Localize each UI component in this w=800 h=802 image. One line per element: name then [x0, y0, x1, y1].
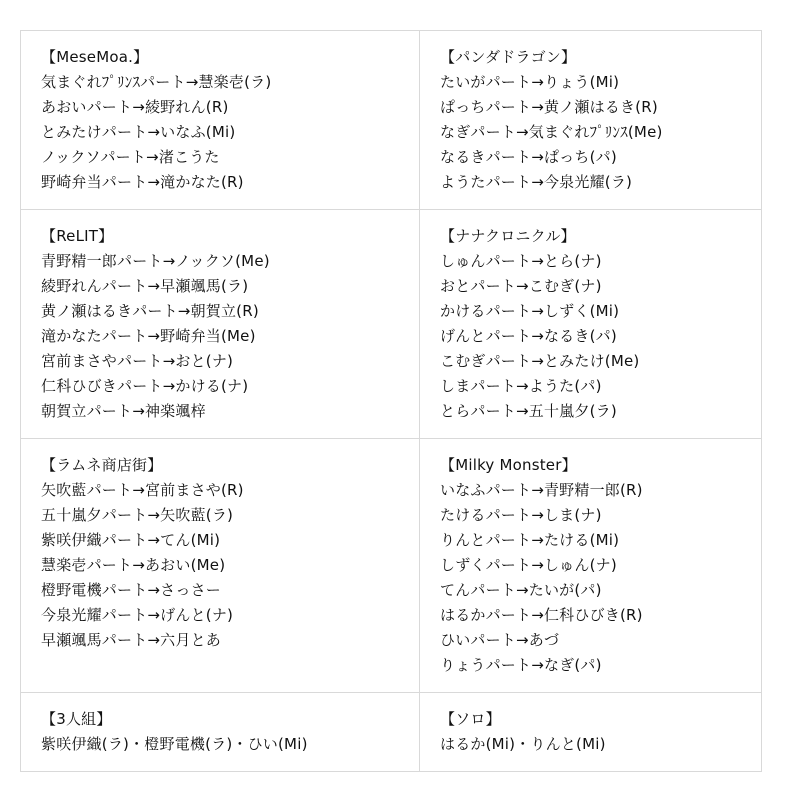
- part-assignment-line: いなふパート→青野精一郎(R): [440, 481, 643, 499]
- part-assignment-line: ようたパート→今泉光耀(ラ): [440, 173, 633, 191]
- part-assignment-line: げんとパート→なるき(パ): [440, 327, 617, 345]
- part-assignment-line: しゅんパート→とら(ナ): [440, 252, 602, 270]
- grid-row: [21, 439, 762, 693]
- part-assignment-line: たけるパート→しま(ナ): [440, 506, 602, 524]
- part-assignment-line: おとパート→こむぎ(ナ): [440, 277, 602, 295]
- group-title: 【Milky Monster】: [440, 456, 577, 474]
- group-title: 【パンダドラゴン】: [440, 48, 577, 66]
- part-assignment-line: 早瀬颯馬パート→六月とあ: [41, 631, 221, 649]
- part-assignment-line: あおいパート→綾野れん(R): [41, 98, 229, 116]
- part-assignment-line: とみたけパート→いなふ(Mi): [41, 123, 236, 141]
- part-assignment-line: りょうパート→なぎ(パ): [440, 656, 602, 674]
- group-cell-mesemoa: [21, 31, 420, 210]
- group-cell-nanachronicle: [420, 210, 762, 439]
- part-assignment-line: 慧楽壱パート→あおい(Me): [41, 556, 226, 574]
- part-assignment-line: 朝賀立パート→神楽颯梓: [41, 402, 206, 420]
- part-assignment-line: 野崎弁当パート→滝かなた(R): [41, 173, 244, 191]
- group-cell-trio: [21, 693, 420, 772]
- part-assignment-line: 綾野れんパート→早瀬颯馬(ラ): [41, 277, 249, 295]
- group-cell-solo: [420, 693, 762, 772]
- part-assignment-line: りんとパート→たける(Mi): [440, 531, 620, 549]
- group-title: 【ナナクロニクル】: [440, 227, 576, 245]
- part-assignment-line: 紫咲伊織(ラ)・橙野電機(ラ)・ひい(Mi): [41, 735, 308, 753]
- part-assignment-line: 今泉光耀パート→げんと(ナ): [41, 606, 234, 624]
- part-assignment-line: 橙野電機パート→さっさー: [41, 581, 221, 599]
- part-assignment-line: 宮前まさやパート→おと(ナ): [41, 352, 234, 370]
- part-assignment-line: 仁科ひびきパート→かける(ナ): [41, 377, 249, 395]
- part-assignment-line: 滝かなたパート→野崎弁当(Me): [41, 327, 256, 345]
- part-assignment-line: てんパート→たいが(パ): [440, 581, 602, 599]
- part-assignment-line: 五十嵐夕パート→矢吹藍(ラ): [41, 506, 234, 524]
- part-assignment-line: 矢吹藍パート→宮前まさや(R): [41, 481, 244, 499]
- part-assignment-line: かけるパート→しずく(Mi): [440, 302, 620, 320]
- group-title: 【ReLIT】: [41, 227, 114, 245]
- group-cell-ramune: [21, 439, 420, 693]
- group-cell-relit: [21, 210, 420, 439]
- grid-row: [21, 31, 762, 210]
- part-assignment-line: こむぎパート→とみたけ(Me): [440, 352, 640, 370]
- grid-row: [21, 210, 762, 439]
- part-assignment-line: 紫咲伊織パート→てん(Mi): [41, 531, 221, 549]
- part-assignment-line: しずくパート→しゅん(ナ): [440, 556, 617, 574]
- part-assignment-line: なぎパート→気まぐれﾌﾟﾘﾝｽ(Me): [440, 123, 663, 141]
- part-assignment-line: 青野精一郎パート→ノックソ(Me): [41, 252, 270, 270]
- part-assignment-line: ぱっちパート→黄ノ瀬はるき(R): [440, 98, 658, 116]
- part-assignment-line: なるきパート→ぱっち(パ): [440, 148, 617, 166]
- part-assignment-line: とらパート→五十嵐夕(ラ): [440, 402, 617, 420]
- group-title: 【MeseMoa.】: [41, 48, 149, 66]
- part-assignment-line: たいがパート→りょう(Mi): [440, 73, 620, 91]
- part-assignment-line: はるか(Mi)・りんと(Mi): [440, 735, 606, 753]
- group-title: 【3人組】: [41, 710, 112, 728]
- group-cell-pandadragon: [420, 31, 762, 210]
- part-assignment-line: はるかパート→仁科ひびき(R): [440, 606, 643, 624]
- groups-grid: [20, 30, 762, 772]
- group-cell-milky-monster: [420, 439, 762, 693]
- part-assignment-line: しまパート→ようた(パ): [440, 377, 602, 395]
- grid-row: [21, 693, 762, 772]
- part-assignment-line: 気まぐれﾌﾟﾘﾝｽパート→慧楽壱(ラ): [41, 73, 272, 91]
- part-assignment-line: ひいパート→あづ: [440, 631, 560, 649]
- part-assignment-line: ノックソパート→渚こうた: [41, 148, 220, 166]
- group-title: 【ラムネ商店街】: [41, 456, 163, 474]
- part-assignment-line: 黄ノ瀬はるきパート→朝賀立(R): [41, 302, 259, 320]
- group-title: 【ソロ】: [440, 710, 501, 728]
